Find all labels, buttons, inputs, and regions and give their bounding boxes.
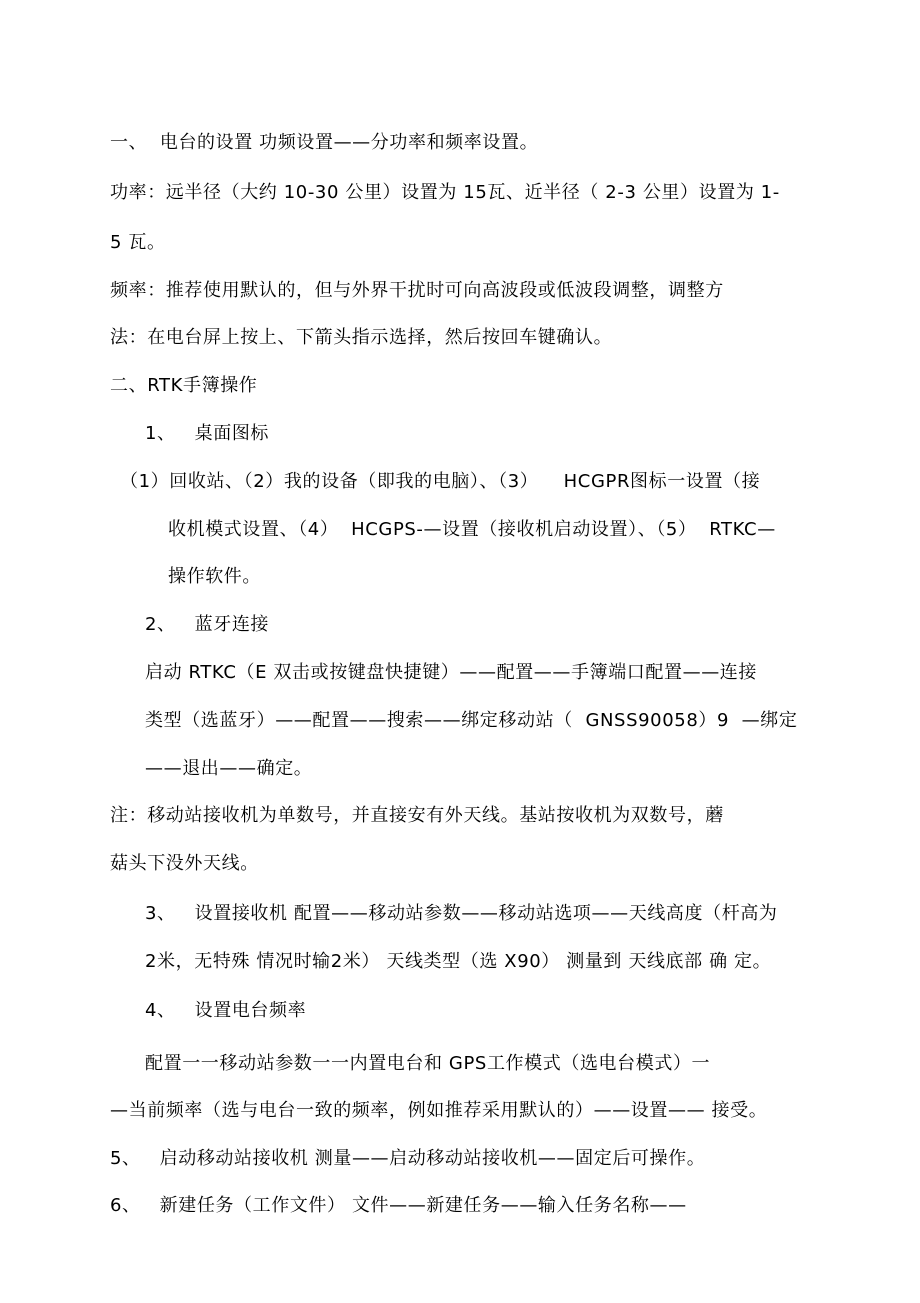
text-line: ——退出——确定。 (145, 758, 313, 779)
text-line: 2米，无特殊 情况时输2米） 天线类型（选 X90） 测量到 天线底部 确 定。 (145, 951, 772, 972)
text-line: 功率：远半径（大约 10-30 公里）设置为 15瓦、近半径（ 2-3 公里）设置为 1- (110, 182, 780, 203)
text-line: 菇头下没外天线。 (110, 853, 259, 874)
text-line: 二、RTK手簿操作 (110, 375, 258, 396)
text-line: 类型（选蓝牙）——配置——搜索——绑定移动站（ GNSS90058）9 —绑定 (145, 710, 798, 731)
text-line: 启动 RTKC（E 双击或按键盘快捷键）——配置——手簿端口配置——连接 (145, 662, 757, 683)
text-line: —当前频率（选与电台一致的频率，例如推荐采用默认的）——设置—— 接受。 (110, 1100, 768, 1121)
text-line: 注：移动站接收机为单数号，并直接安有外天线。基站按收机为双数号，蘑 (110, 805, 724, 826)
text-line: 5 瓦。 (110, 232, 166, 253)
text-line: 1、 桌面图标 (145, 423, 270, 444)
text-line: 操作软件。 (168, 566, 261, 587)
text-line: 3、 设置接收机 配置——移动站参数——移动站选项——天线高度（杆高为 (145, 903, 778, 924)
text-line: 6、 新建任务（工作文件） 文件——新建任务——输入任务名称—— (110, 1195, 687, 1216)
text-line: 配置一一移动站参数一一内置电台和 GPS工作模式（选电台模式）一 (145, 1053, 711, 1074)
text-line: 5、 启动移动站接收机 测量——启动移动站接收机——固定后可操作。 (110, 1148, 706, 1169)
text-line: 收机模式设置、（4） HCGPS-—设置（接收机启动设置）、（5） RTKC— (168, 519, 776, 540)
text-line: 一、 电台的设置 功频设置——分功率和频率设置。 (110, 132, 539, 153)
text-line: 4、 设置电台频率 (145, 1000, 307, 1021)
text-line: （1）回收站、（2）我的设备（即我的电脑）、（3） HCGPR图标一设置（接 (120, 471, 761, 492)
text-line: 频率：推荐使用默认的，但与外界干扰时可向高波段或低波段调整，调整方 (110, 280, 724, 301)
text-line: 2、 蓝牙连接 (145, 614, 270, 635)
text-line: 法：在电台屏上按上、下箭头指示选择，然后按回车键确认。 (110, 327, 613, 348)
